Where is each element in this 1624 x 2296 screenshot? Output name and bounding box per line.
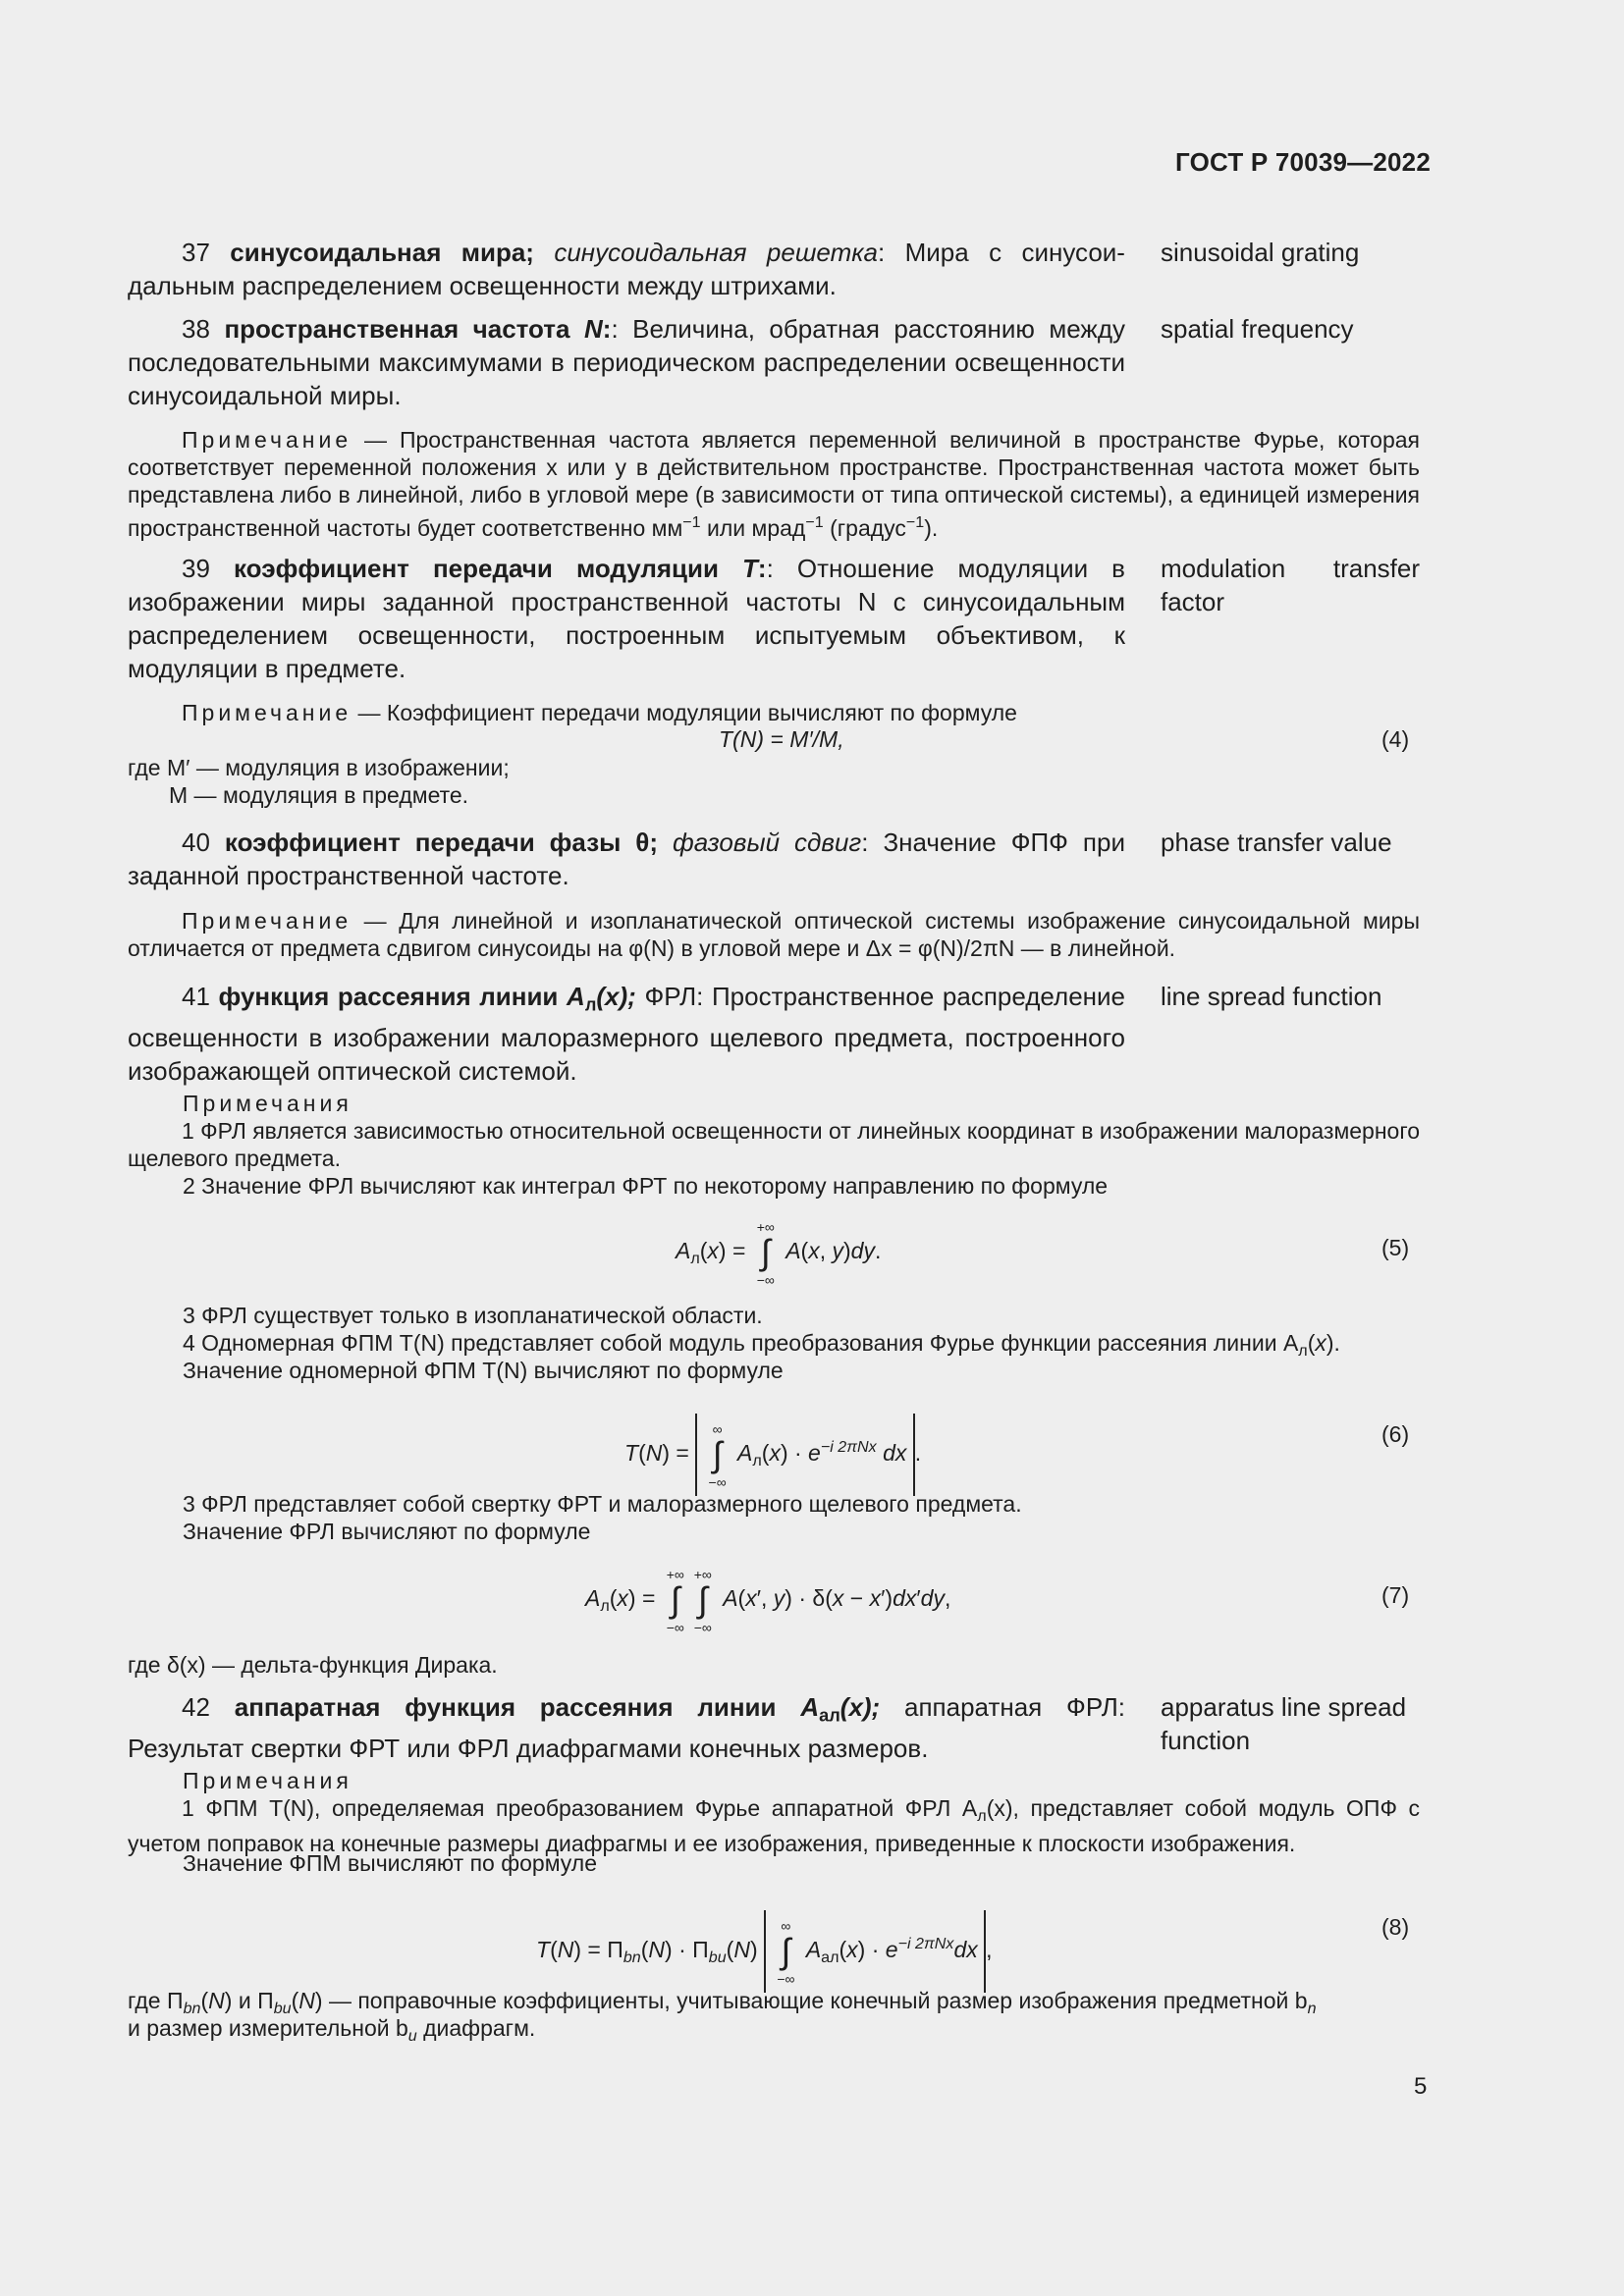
note-label: Примечание [182, 908, 352, 934]
notes-label: Примечания [183, 1091, 352, 1116]
note-text-tail: или мрад [700, 514, 806, 541]
page-number: 5 [1414, 2073, 1428, 2100]
term-41-en: line spread function [1161, 982, 1382, 1011]
note-label: Примечание [182, 427, 352, 453]
note-text: диафрагм. [416, 2015, 536, 2041]
superscript: −1 [905, 513, 925, 531]
term-symbol: A [567, 982, 585, 1011]
term-symbol-sub: л [584, 994, 597, 1015]
where-clause: где M′ — модуляция в изображении; [128, 755, 510, 780]
where-clause: и размер измерительной $b_u$ диафрагм. [128, 2015, 536, 2045]
note-41-4: 4 Одномерная ФПМ T(N) представляет собой модуль преобразования Фурье функции рассеяния линии $A_л(x)$. [183, 1330, 1340, 1360]
notes-label: Примечания [183, 1768, 352, 1793]
term-synonym: фазовый сдвиг [673, 828, 862, 857]
term-number: 38 [182, 314, 210, 344]
term-definition: ФРЛ: Пространственное распределение освещенности в изображении малоразмерного щелевого предмета, построенного изображающей оптической системой. [128, 982, 1126, 1087]
note-text: 4 Одномерная ФПМ T(N) представляет собой модуль преобразования Фурье функции рассеяния линии A [183, 1330, 1299, 1356]
note-42-1: 1 ФПМ T(N), определяемая преобразованием Фурье аппаратной ФРЛ $A_л(x)$, представляет собой модуль ОПФ с учетом поправок на конечные размеры диафрагмы и ее изображения, приведенные к плоскости изображения. [128, 1795, 1420, 1856]
term-definition: аппаратная ФРЛ: Результат свертки ФРТ или ФРЛ диафрагмами конечных размеров. [128, 1692, 1125, 1764]
note-text: — Для линейной и изопланатической оптической системы изображение синусоидальной миры отличается от предмета сдвигом синусоиды на φ(N) в угловой мере и Δx = φ(N)/2πN — в линейной. [128, 908, 1420, 961]
term-symbol-arg: (x); [839, 1692, 881, 1722]
note-39 [128, 699, 1420, 726]
term-number: 42 [182, 1692, 210, 1722]
term-number: 40 [182, 828, 210, 857]
term-41 [128, 980, 1125, 1088]
term-number: 37 [182, 238, 210, 267]
document-header: ГОСТ Р 70039—2022 [1175, 147, 1431, 177]
equation-7-number: (7) [1381, 1582, 1410, 1608]
term-title: пространственная частота [224, 314, 570, 344]
term-38-en: spatial frequency [1161, 314, 1354, 344]
term-37 [128, 236, 1125, 302]
equation-4: T(N) = M′/M, [719, 726, 844, 752]
term-synonym: синусоидальная решетка [554, 238, 878, 267]
note-41-4b: Значение одномерной ФПМ T(N) вычисляют по формуле [183, 1358, 784, 1383]
note-42-2: Значение ФПМ вычисляют по формуле [183, 1850, 597, 1876]
equation-6-number: (6) [1381, 1421, 1410, 1447]
note-41-2: 2 Значение ФРЛ вычисляют как интеграл ФРТ по некоторому направлению по формуле [183, 1173, 1109, 1199]
note-41-5: 3 ФРЛ представляет собой свертку ФРТ и малоразмерного щелевого предмета. [183, 1491, 1022, 1517]
term-title: аппаратная функция рассеяния линии [234, 1692, 777, 1722]
where-clause: где δ(x) — дельта-функция Дирака. [128, 1652, 498, 1678]
note-text: 1 ФРЛ является зависимостью относительной освещенности от линейных координат в изображении малоразмерного щелевого предмета. [128, 1118, 1421, 1171]
note-40 [128, 907, 1420, 962]
term-definition: : Отношение модуляции в изображении миры заданной пространственной частоты N с синусоидальным распределением освещенности, построенным испытуемым объективом, к модуляции в предмете. [128, 554, 1125, 683]
note-label: Примечание [182, 700, 352, 725]
equation-7: $A_л(x)$ = +∞ ∫ −∞ +∞ ∫ −∞ A(x′, y) · δ(x − x′)dx′dy, [585, 1567, 951, 1635]
term-42-en: apparatus line spread function [1161, 1692, 1407, 1755]
term-definition-cont: дальным распределением освещенности между штрихами. [128, 271, 837, 300]
note-text-tail: (градус [823, 514, 906, 541]
superscript: −1 [805, 513, 824, 531]
term-38: 38 пространственная частота N:: Величина, обратная расстоянию между последовательными максимумами в периодическом распределении освещенности синусоидальной миры. [128, 314, 1126, 410]
equation-8: $T(N) = \Pi_{bn}(N) \cdot \Pi_{bu}(N)$ ∞ ∫ −∞ $A_{ал}(x) \cdot e^{-i 2\pi Nx}dx$ , [536, 1910, 993, 1993]
note-text: — Коэффициент передачи модуляции вычисляют по формуле [352, 700, 1017, 725]
note-text: и размер измерительной b [128, 2015, 408, 2041]
where-clause: M — модуляция в предмете. [169, 782, 469, 808]
term-42 [128, 1690, 1125, 1765]
term-symbol-arg: (x); [596, 982, 636, 1011]
term-37-en: sinusoidal grating [1161, 238, 1360, 267]
superscript: −1 [682, 513, 701, 531]
term-definition: : Значение ФПФ при заданной пространственной частоте. [128, 828, 1125, 890]
note-text: 1 ФПМ T(N), определяемая преобразованием Фурье аппаратной ФРЛ A [182, 1795, 978, 1821]
term-title: коэффициент передачи фазы θ; [224, 828, 659, 857]
note-text: — поправочные коэффициенты, учитывающие конечный размер изображения предметной b [322, 1988, 1308, 2013]
note-text-cont: (x), представляет собой модуль ОПФ с учетом поправок на конечные размеры диафрагмы и ее изображения, приведенные к плоскости изображения. [128, 1795, 1420, 1856]
term-definition: : Величина, обратная расстоянию между последовательными максимумами в периодическом распределении освещенности синусоидальной миры. [128, 314, 1126, 410]
equation-8-number: (8) [1381, 1914, 1410, 1940]
term-title: коэффициент передачи модуляции [234, 554, 719, 583]
term-39: 39 коэффициент передачи модуляции T:: Отношение модуляции в изображении миры заданной пространственной частоты N с синусоидальным распределением освещенности, построенным испытуемым объективом, к модуляции в предмете. [128, 554, 1125, 683]
equation-5: $A_л(x)$ = +∞ ∫ −∞ A(x, y)dy. [676, 1219, 882, 1288]
term-40 [128, 826, 1125, 892]
term-definition: : Мира с синусои- [878, 238, 1125, 267]
term-symbol-sub: ал [819, 1705, 840, 1726]
term-title: функция рассеяния линии [218, 982, 559, 1011]
equation-6: T(N) = ∞ ∫ −∞ $A_л(x) \cdot e^{-i 2\pi Nx}$ dx . [624, 1414, 921, 1496]
equation-5-number: (5) [1381, 1235, 1410, 1260]
note-text-tail: ). [924, 514, 939, 541]
term-symbol: N [584, 314, 603, 344]
note-41-1 [128, 1117, 1420, 1172]
term-symbol: A [800, 1692, 820, 1722]
note-41-3: 3 ФРЛ существует только в изопланатической области. [183, 1303, 763, 1328]
where-clause: где $\Pi_{bn}(N)$ и $\Pi_{bu}(N)$ — поправочные коэффициенты, учитывающие конечный размер изображения предметной $b_n$ [128, 1988, 1317, 2017]
term-39-en: modulation transfer factor [1161, 554, 1420, 616]
term-number: 39 [182, 554, 210, 583]
note-38 [128, 426, 1420, 542]
term-symbol: T [742, 554, 758, 583]
note-41-5b: Значение ФРЛ вычисляют по формуле [183, 1519, 591, 1544]
term-number: 41 [182, 982, 210, 1011]
equation-4-number: (4) [1381, 726, 1410, 752]
note-text: — Пространственная частота является переменной величиной в пространстве Фурье, которая соответствует переменной положения x или y в действительном пространстве. Пространственная частота может быть представлена либо в линейной, либо в угловой мере (в зависимости от типа оптической системы), а единицей измерения пространственной частоты будет соответственно мм [128, 427, 1420, 541]
term-title: синусоидальная мира; [230, 238, 534, 267]
term-40-en: phase transfer value [1161, 828, 1392, 857]
